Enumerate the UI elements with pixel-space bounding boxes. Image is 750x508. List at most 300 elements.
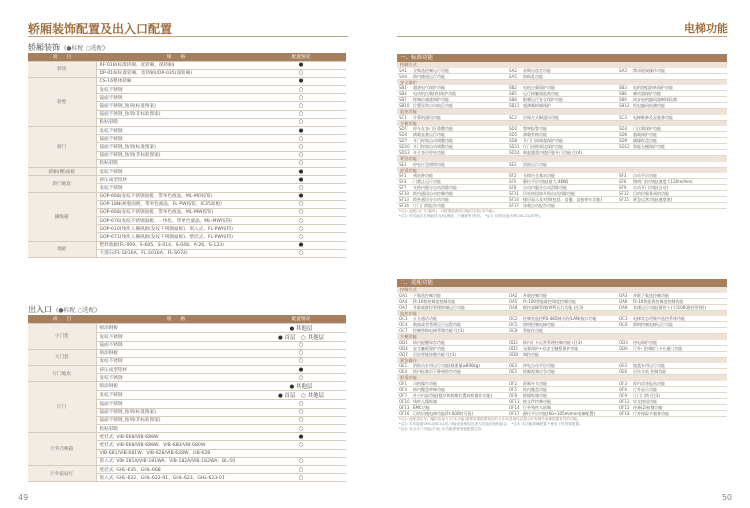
function-name: 司机操作功能: [413, 380, 437, 386]
function-code: SB4: [399, 91, 407, 96]
table-header-row: [28, 53, 346, 61]
config-mark: ○: [256, 357, 346, 365]
function-name: 电机绕组防转保护功能: [633, 85, 673, 90]
function-group-label: 安全保护: [397, 80, 727, 86]
car-spec-table: [28, 53, 346, 258]
config-mark: ○: [256, 118, 346, 126]
function-code: SF7: [399, 185, 407, 190]
function-name: 机电编码检测功能: [633, 103, 665, 108]
table-row: [28, 366, 346, 374]
config-mark: ○: [256, 249, 346, 257]
function-item: [507, 322, 617, 327]
standard-functions: [397, 54, 727, 219]
right-page: [375, 0, 750, 508]
config-mark: ○: [256, 457, 346, 465]
function-item: [507, 316, 617, 321]
function-item: [617, 411, 727, 416]
function-code: SB2: [509, 85, 517, 90]
function-item: [397, 369, 507, 374]
function-item: [617, 203, 727, 208]
spec-cell: GOP-610(残疾人操纵箱(发纹不锈钢面板)、嵌入式、FL-PW按钮): [96, 225, 256, 233]
spec-cell: 镜面不锈钢: [96, 341, 256, 349]
function-name: 限制运行安全保护功能: [523, 97, 563, 102]
config-mark: ○: [256, 94, 346, 102]
function-name: 停电自动平层功能: [523, 363, 555, 368]
function-code: OC5: [509, 322, 518, 327]
function-item: [397, 393, 507, 398]
config-mark: ○: [256, 233, 346, 241]
function-code: SE1: [399, 161, 407, 167]
function-code: OC2: [509, 316, 518, 321]
spec-cell: RF-018(标准轿厢、宽轿厢、深轿厢): [96, 61, 256, 69]
function-item: [397, 340, 507, 345]
entrance-section-title: 出入口: [28, 305, 52, 314]
function-code: OC3: [619, 316, 628, 321]
function-item: [507, 328, 617, 333]
spec-cell: 镜面不锈钢_蚀刻(标准图案): [96, 143, 256, 151]
function-item: [617, 322, 727, 327]
spec-cell: 粘贴彩膜: [96, 425, 256, 433]
function-code: SF4: [399, 179, 407, 184]
function-name: 待电保护功能: [633, 339, 657, 345]
spec-cell: 发纹不锈钢: [96, 167, 256, 175]
function-code: OC8: [509, 328, 518, 333]
function-name: 停电应急照明功能: [413, 161, 445, 167]
function-name: 轿内通讯自动控制功能: [413, 191, 453, 196]
function-name: 轿内标准层下降到防空功能: [413, 369, 461, 374]
function-item: [617, 316, 727, 321]
function-code: OF4: [399, 386, 407, 392]
function-item: [507, 103, 617, 108]
function-code: SF15: [619, 197, 629, 202]
table-row: [28, 349, 346, 357]
function-name: 并联下集选控制功能: [633, 292, 669, 298]
function-code: OC6: [619, 322, 628, 327]
spec-cell: 壁挂式: VIB-668/VIB-688W: [96, 433, 256, 441]
function-item: [397, 138, 507, 143]
config-mark: [256, 449, 346, 457]
spec-cell: 喷涂钢板: [96, 382, 256, 391]
function-code: OF3: [619, 380, 627, 386]
function-code: OD2: [509, 339, 518, 345]
function-item: [397, 352, 507, 357]
function-code: SC1: [399, 114, 407, 120]
function-item: [397, 74, 507, 79]
function-code: OD7: [399, 351, 408, 357]
function-code: SB3: [619, 85, 627, 90]
function-name: 副操纵盘功能: [633, 138, 657, 143]
function-code: SF10: [399, 191, 409, 196]
function-group-label: 方便功能: [397, 334, 727, 340]
function-item: [397, 381, 507, 386]
config-mark: ○: [256, 135, 346, 143]
function-name: 紧急运营功能(速度低): [633, 197, 673, 202]
function-code: SF12: [619, 191, 629, 196]
function-name: 智能无模保护功能: [633, 144, 665, 149]
function-code: OD5: [509, 345, 518, 351]
title-divider: [28, 36, 348, 37]
function-name: 轿厢视频应急功能: [523, 369, 555, 374]
function-name: 开门时间自动调整功能: [413, 144, 453, 149]
function-item: [507, 150, 617, 155]
spec-cell: 发纹不锈钢: [96, 357, 256, 365]
function-item: [397, 322, 507, 327]
column-header: 项 目: [28, 53, 96, 61]
function-name: 禁闭轮候操作功能: [633, 67, 665, 73]
function-name: 盲文按钮功能: [633, 398, 657, 404]
function-code: SB9: [619, 97, 627, 102]
config-mark: ○: [256, 441, 346, 449]
function-item: [507, 352, 617, 357]
column-header: 规 格: [96, 315, 256, 323]
function-name: 静拉平层功能(60~105m/min电梯配置): [523, 410, 595, 416]
function-code: OA9: [619, 304, 628, 310]
function-code: OF7: [399, 392, 407, 398]
function-name: 自动内服分自动消除功能: [523, 185, 567, 190]
function-code: SD7: [399, 138, 408, 143]
function-item: [507, 346, 617, 351]
function-item: [397, 132, 507, 137]
function-item: [617, 162, 727, 167]
function-item: [617, 191, 727, 196]
spec-cell: 镜面不锈钢: [96, 400, 256, 408]
function-item: [397, 162, 507, 167]
function-item: [617, 293, 727, 298]
function-name: 接文件控制功能: [523, 398, 551, 404]
function-name: 轿内提醒保存功能: [413, 339, 445, 345]
function-code: OD1: [399, 339, 408, 345]
config-mark: ○: [256, 208, 346, 216]
function-code: SB12: [619, 103, 630, 108]
function-item: [507, 299, 617, 304]
function-code: OD8: [509, 351, 518, 357]
function-name: 门过载保护功能: [633, 126, 661, 131]
function-name: 刻起超重内楼层服开门功能 (注4): [523, 150, 582, 155]
function-item: [507, 85, 617, 90]
function-item: [617, 381, 727, 386]
function-group-label: 控制方式: [397, 287, 727, 293]
function-code: SD4: [399, 132, 408, 137]
config-mark: ○: [256, 69, 346, 77]
function-item: [617, 197, 727, 202]
function-item: [617, 185, 727, 190]
function-item: [507, 393, 617, 398]
function-code: [617, 203, 633, 208]
spec-cell: 发纹不锈钢: [96, 332, 256, 341]
function-code: OA6: [619, 298, 628, 304]
spec-cell: GOP-668(发纹不锈钢面板、带单色液晶、ML-MW按钮): [96, 208, 256, 216]
spec-cell: GOP-671(残疾人操纵箱(发纹不锈钢面板)、壁挂式、FL-PW按钮): [96, 233, 256, 241]
category-cell: 地板: [28, 241, 96, 257]
function-code: OA2: [509, 292, 518, 298]
function-code: OF18: [619, 410, 630, 416]
page-number: 50: [721, 493, 732, 502]
config-mark: ● 首层 ○ 其他层: [256, 332, 346, 341]
footnote: *注1: 选配超出车门槛的连接方式(本功能)需要电梯配置相应的方法或者相信以提示时有额外电梯配置有效的功能。: [399, 416, 581, 421]
function-code: SD14: [509, 150, 520, 155]
function-name: 控制室监控RS-485制式的(LAN)接口功能: [523, 316, 597, 321]
spec-cell: 挤压成型铝材: [96, 366, 256, 374]
function-name: 轿内键盘功能: [523, 386, 547, 392]
function-name: Ft-10群控调度控制功能: [413, 298, 456, 304]
category-cell: 轿门地坎: [28, 176, 96, 192]
function-item: [397, 185, 507, 190]
function-name: 照明门控功能(速度大120m/min): [633, 179, 693, 184]
config-mark: ● 其他层: [256, 323, 346, 332]
function-item: [507, 381, 617, 386]
function-code: SB5: [509, 91, 517, 96]
function-section-header: 二、选配功能: [397, 279, 727, 287]
function-name: 异载自动报告功能: [523, 203, 555, 208]
function-name: 层次智能按键功能 (注3): [413, 351, 456, 357]
function-code: SA4: [399, 73, 407, 79]
spec-cell: GOP-18N(树脂面板、带单色液晶、FL-PW按钮、IC35面板): [96, 200, 256, 208]
function-item: [397, 299, 507, 304]
function-item: [507, 387, 617, 392]
function-name: 支持内服分自动消除功能: [413, 185, 457, 190]
spec-cell: CS-16整体轿厢: [96, 77, 256, 85]
function-name: 自动开门功能(自动): [633, 185, 669, 190]
function-code: OC7: [399, 328, 408, 333]
function-name: 待乘(2)按键功能: [633, 404, 663, 410]
function-name: 运行接触器监视功能: [523, 91, 559, 96]
category-cell: 大门套: [28, 349, 96, 365]
function-name: EMC功能: [413, 404, 430, 410]
function-name: 满载直驶运行功能: [413, 132, 445, 137]
column-header: 项 目: [28, 315, 96, 323]
config-mark: ○: [256, 159, 346, 167]
function-group-label: 舒适功能: [397, 168, 727, 174]
spec-cell: DP-016(标准轿厢、宽轿厢)/DP-035(深轿厢): [96, 69, 256, 77]
table-row: [28, 382, 346, 391]
category-cell: 轿厢(侧)面板: [28, 167, 96, 175]
function-name: 并联或群控管理轿厢运行功能: [413, 304, 465, 310]
function-name: 下集选控制功能: [413, 292, 441, 298]
function-code: SD2: [509, 126, 518, 131]
function-code: SB11: [509, 103, 520, 108]
function-code: OA8: [509, 304, 518, 310]
config-mark: ○: [256, 474, 346, 482]
function-item: [617, 352, 727, 357]
function-code: OF2: [509, 380, 517, 386]
function-name: 照明控制电梯运行功能: [633, 322, 673, 327]
spec-cell: 镜面不锈钢: [96, 94, 256, 102]
function-code: OA3: [619, 292, 628, 298]
function-item: [397, 97, 507, 102]
function-name: 群控高峰管理(VIP)运行功能 (注3): [523, 304, 584, 310]
function-name: Ft-100智能群控调度控制功能: [523, 298, 576, 304]
function-code: OF11: [509, 398, 520, 404]
function-name: 超载保护功能: [633, 132, 657, 137]
function-name: 目的层楼电梯功能(Ft-600时可选): [413, 410, 474, 416]
function-code: OA4: [399, 298, 408, 304]
function-item: [617, 150, 727, 155]
function-name: 支撑台全基站功能: [523, 173, 555, 178]
entrance-section-heading: [28, 304, 97, 315]
function-name: 层站按钮如开始自动消除功能: [523, 191, 575, 196]
function-name: 终端层减速保护功能: [413, 97, 449, 102]
function-code: SF17: [509, 203, 519, 208]
function-code: [617, 162, 633, 167]
function-item: [617, 393, 727, 398]
function-item: [397, 179, 507, 184]
function-item: [507, 191, 617, 196]
table-row: [28, 167, 346, 175]
function-item: [397, 399, 507, 404]
column-header: 配置情况: [256, 315, 346, 323]
function-item: [617, 74, 727, 79]
table-row: [28, 433, 346, 441]
function-item: [617, 299, 727, 304]
function-item: [507, 173, 617, 178]
function-item: [507, 74, 617, 79]
function-item: [507, 411, 617, 416]
function-item: [617, 387, 727, 392]
function-code: OF10: [399, 398, 410, 404]
function-code: OF8: [509, 392, 517, 398]
function-item: [507, 138, 617, 143]
function-item: [397, 150, 507, 155]
config-mark: ○: [256, 341, 346, 349]
config-mark: ○: [256, 408, 346, 416]
footnote: *注2: 本功能需SMC或ACGL的,可能设备相组也需与其他设备相组合。 *注3: 本功能需确配置不使用上时需要配置。: [399, 421, 583, 426]
config-mark: ●: [256, 167, 346, 175]
function-code: OE5: [509, 369, 518, 374]
function-code: SF13: [399, 197, 409, 202]
config-mark: ● 其他层: [256, 382, 346, 391]
function-item: [617, 91, 727, 96]
function-code: SA3: [619, 67, 627, 73]
function-item: [397, 173, 507, 178]
config-mark: ● 首层 ○ 其他层: [256, 391, 346, 400]
function-item: [617, 115, 727, 120]
function-code: SB6: [619, 91, 627, 96]
function-group-label: 方便功能: [397, 121, 727, 127]
function-code: SF2: [509, 173, 517, 178]
function-code: OD6: [619, 345, 628, 351]
function-item: [617, 144, 727, 149]
spec-cell: GOP-676(发纹不锈钢面板、一体化、带单色液晶、ML-MW按钮): [96, 217, 256, 225]
spec-cell: 镜面不锈钢_蚀刻(标准图案): [96, 408, 256, 416]
function-item: [397, 85, 507, 90]
function-item: [507, 293, 617, 298]
config-mark: ○: [256, 416, 346, 424]
function-item: [397, 363, 507, 368]
function-item: [397, 115, 507, 120]
spec-cell: GOP-668(发纹不锈钢面板、带单色液晶、ML-MO按钮): [96, 192, 256, 200]
function-name: 控制带路电梯管理功能 (注3): [413, 328, 464, 333]
function-item: [617, 328, 727, 333]
function-code: SB1: [399, 85, 407, 90]
function-code: SF16: [399, 203, 409, 208]
function-code: SD1: [399, 126, 408, 131]
function-item: [507, 144, 617, 149]
function-code: [617, 74, 633, 79]
function-name: 轿内语音报站功能: [633, 380, 665, 386]
function-code: OF15: [619, 404, 630, 410]
spec-cell: 嵌入式: VIB-181A/VIB-181WA、VIB-182A/VIB-182WA、BL-50: [96, 457, 256, 465]
function-code: SA2: [509, 67, 517, 73]
function-code: OE2: [509, 363, 518, 368]
function-code: OC1: [399, 316, 408, 321]
function-code: SC3: [619, 114, 627, 120]
spec-cell: 粘贴彩膜: [96, 159, 256, 167]
function-item: [397, 387, 507, 392]
car-section-title: 轿厢装饰: [28, 43, 60, 52]
function-group-label: 舒适功能: [397, 375, 727, 381]
config-mark: ○: [256, 143, 346, 151]
function-name: [633, 352, 727, 357]
function-item: [617, 340, 727, 345]
function-item: [617, 346, 727, 351]
function-name: 全集选控制运行功能: [413, 67, 449, 73]
function-code: OC4: [399, 322, 408, 327]
function-code: [617, 352, 633, 357]
config-mark: ●: [256, 241, 346, 249]
function-name: 开门门间调超保护功能: [523, 138, 563, 143]
table-row: [28, 323, 346, 332]
function-code: SD11: [509, 144, 520, 149]
config-mark: ●: [256, 176, 346, 184]
function-code: SD5: [509, 132, 518, 137]
config-mark: ○: [256, 200, 346, 208]
function-code: OF17: [509, 410, 520, 416]
function-name: 开合各层停站功能: [413, 150, 445, 155]
function-item: [617, 399, 727, 404]
function-name: 轿厢开关功能: [523, 380, 547, 386]
function-code: OF14: [509, 404, 520, 410]
function-item: [507, 399, 617, 404]
function-code: SF6: [619, 179, 627, 184]
function-group-label: 紧急功能: [397, 156, 727, 162]
entrance-section-legend: (●标配 ○选配): [56, 307, 98, 314]
function-item: [397, 103, 507, 108]
function-item: [507, 162, 617, 167]
function-code: SD13: [399, 150, 410, 155]
function-name: 残疾人操纵箱: [413, 398, 437, 404]
function-item: [617, 68, 727, 73]
spec-cell: 壁挂式: GHL-635、GHL-668: [96, 465, 256, 473]
function-group-label: 监控功能: [397, 311, 727, 317]
function-name: 安全触板保护功能: [413, 345, 445, 351]
spec-cell: 挤压成型铝材: [96, 176, 256, 184]
function-item: [507, 197, 617, 202]
function-item: [507, 132, 617, 137]
function-name: 厅门门锁报告功能: [413, 203, 445, 208]
column-header: 规 格: [96, 53, 256, 61]
function-item: [617, 369, 727, 374]
function-item: [397, 126, 507, 131]
function-item: [397, 68, 507, 73]
function-item: [617, 103, 727, 108]
function-code: SB7: [399, 97, 407, 102]
function-name: 开门时间自动调整功能: [413, 138, 453, 143]
function-item: [617, 179, 727, 184]
function-name: 制动器保护功能: [633, 91, 661, 96]
function-code: OA1: [399, 292, 408, 298]
function-item: [397, 203, 507, 208]
function-name: 电梯维修及显服务功能: [633, 114, 673, 120]
function-code: SD8: [509, 138, 518, 143]
category-cell: 厅外报站灯: [28, 465, 96, 481]
function-name: 超满载轿厢保护: [523, 103, 551, 108]
spec-cell: VIB-681/VIB-681W、VIB-628/VIB-628W、HB-628: [96, 449, 256, 457]
function-group-label: 紧急操作: [397, 358, 727, 364]
function-code: SF9: [619, 185, 627, 190]
function-item: [617, 405, 727, 410]
category-cell: 轿壁: [28, 77, 96, 126]
function-code: SD9: [619, 138, 628, 143]
